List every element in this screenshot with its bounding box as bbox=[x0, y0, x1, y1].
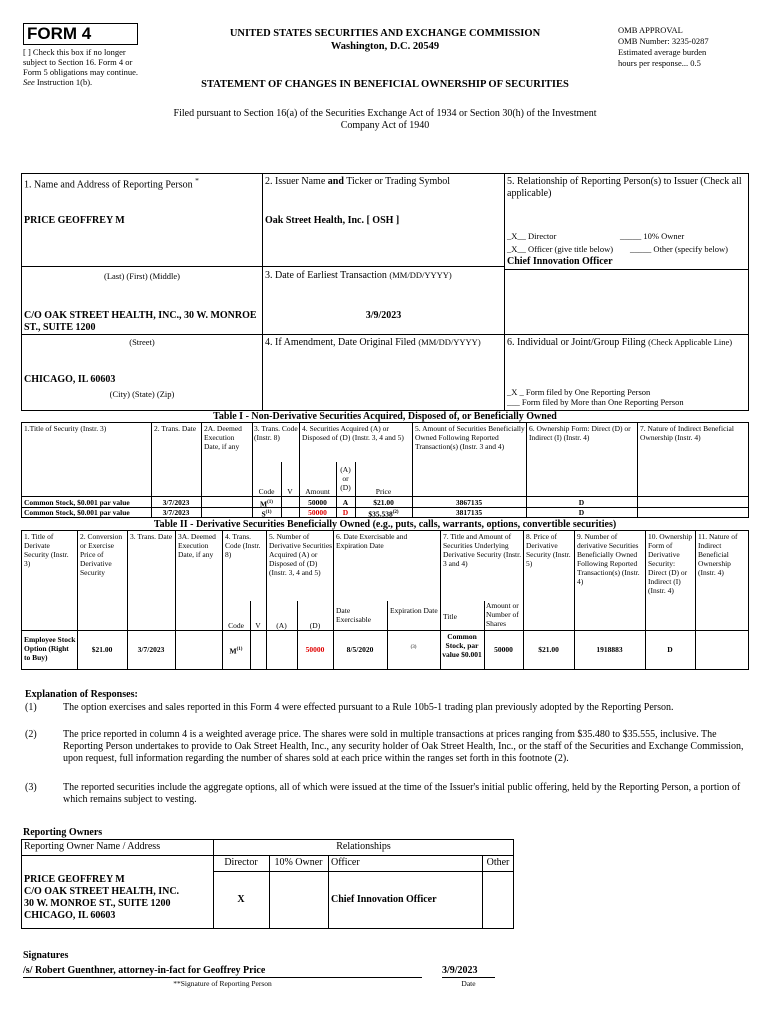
statement-title: STATEMENT OF CHANGES IN BENEFICIAL OWNERSHIP OF SECURITIES bbox=[201, 79, 569, 90]
explanation-title: Explanation of Responses: bbox=[25, 689, 138, 700]
other-check: _____ Other (specify below) bbox=[630, 244, 728, 254]
section6-label: 6. Individual or Joint/Group Filing (Check Applicable Line) bbox=[507, 337, 733, 348]
omb-box bbox=[618, 25, 763, 69]
t1-row1-amount: 50000 bbox=[308, 498, 327, 507]
t2-row-exercisable: 8/5/2020 bbox=[346, 645, 374, 654]
t1-h-sub-code: Code bbox=[258, 487, 275, 496]
t2-row-form: D bbox=[667, 645, 673, 654]
earliest-transaction-date: 3/9/2023 bbox=[365, 310, 402, 321]
t1-row2-price: $35.538$^{(2)}$ bbox=[368, 509, 399, 519]
owner-address-line: 30 W. MONROE ST., SUITE 1200 bbox=[24, 898, 171, 909]
t2-row-price: $21.00 bbox=[91, 645, 113, 654]
owners-col-ten: 10% Owner bbox=[274, 857, 323, 868]
city-label: (City) (State) (Zip) bbox=[109, 389, 175, 399]
t1-row1-code: $M^{(1)}$ bbox=[260, 499, 273, 509]
owner-name-line: PRICE GEOFFREY M bbox=[24, 874, 125, 885]
form-title: FORM 4 bbox=[23, 23, 138, 45]
t2-row-owned: 1918883 bbox=[596, 645, 623, 654]
section1-label: 1. Name and Address of Reporting Person * bbox=[24, 176, 199, 191]
reporting-grid bbox=[21, 173, 749, 411]
owner-address-line: CHICAGO, IL 60603 bbox=[24, 910, 116, 921]
t1-row1-ad: A bbox=[342, 498, 349, 507]
t2-h-title: 1. Title of Derivate Security (Instr. 3) bbox=[24, 532, 69, 568]
agency-name: UNITED STATES SECURITIES AND EXCHANGE COMMISSION bbox=[229, 28, 541, 39]
ten-pct-check: _____ 10% Owner bbox=[620, 231, 685, 241]
owners-col-director: Director bbox=[224, 857, 258, 868]
t2-h-date: 3. Trans. Date bbox=[130, 532, 173, 541]
t1-h-securities: 4. Securities Acquired (A) or Disposed of (D) (Instr. 3, 4 and 5) bbox=[302, 424, 404, 442]
t2-row-date: 3/7/2023 bbox=[137, 645, 165, 654]
t1-h-sub-amount: Amount bbox=[305, 487, 330, 496]
t2-row-expiration: (3) bbox=[410, 645, 417, 650]
signature-date: 3/9/2023 bbox=[442, 965, 478, 976]
omb-number: OMB Number: 3235-0287 bbox=[618, 36, 709, 46]
t1-h-deemed: 2A. Deemed Execution Date, if any bbox=[204, 424, 242, 451]
t2-row-code: $M^{(1)}$ bbox=[229, 646, 243, 656]
t1-row2-date: 3/7/2023 bbox=[162, 508, 190, 517]
t1-row2-amount: 50000 bbox=[308, 508, 327, 517]
signatures-title: Signatures bbox=[23, 950, 69, 961]
t1-row2-owned: 3817135 bbox=[455, 508, 483, 517]
t2-h-sub-title: Title bbox=[443, 612, 457, 621]
t1-row2-form: D bbox=[578, 508, 585, 517]
owners-col-officer: Officer bbox=[331, 857, 360, 868]
t1-row1-title: Common Stock, $0.001 par value bbox=[24, 498, 130, 507]
t2-h-sub-a: (A) bbox=[276, 621, 287, 630]
signer-line: /s/ Robert Guenthner, attorney-in-fact for Geoffrey Price bbox=[23, 965, 266, 976]
issuer-name: Oak Street Health, Inc. [ OSH ] bbox=[265, 215, 400, 226]
t2-h-sub-v: V bbox=[255, 621, 261, 630]
t1-h-date: 2. Trans. Date bbox=[154, 424, 197, 433]
t1-row1-price: $21.00 bbox=[373, 498, 394, 507]
explanation-num-1: (1) bbox=[25, 702, 37, 713]
explanation-text-3: The reported securities include the aggregate options, all of which were issued at the time of the Issuer's initial public offering, held by the Reporting Person, a portion of which remains subject to vesting. bbox=[63, 782, 741, 805]
checkbox-note: [ ] Check this box if no longer subject to Section 16. Form 4 or Form 5 obligations may continue. See Instruction 1(b). bbox=[23, 47, 138, 87]
signature-label: **Signature of Reporting Person bbox=[173, 979, 272, 988]
t2-h-number: 5. Number of Derivative Securities Acquired (A) or Disposed of (D) (Instr. 3, 4 and 5) bbox=[269, 532, 333, 577]
director-check: _X__ Director bbox=[507, 231, 557, 241]
section5-label: 5. Relationship of Reporting Person(s) to Issuer (Check all applicable) bbox=[507, 176, 742, 199]
street-address: C/O OAK STREET HEALTH, INC., 30 W. MONROE ST., SUITE 1200 bbox=[24, 310, 257, 333]
t2-h-owned: 9. Number of derivative Securities Beneficially Owned Following Reported Transaction(s) (Instr. 4) bbox=[577, 532, 640, 586]
omb-burden: Estimated average burden bbox=[618, 47, 707, 57]
t2-row-title: Employee Stock Option (Right to Buy) bbox=[24, 635, 76, 662]
t2-h-code: 4. Trans. Code (Instr. 8) bbox=[225, 532, 261, 559]
agency-city: Washington, D.C. 20549 bbox=[330, 41, 440, 52]
explanation-num-2: (2) bbox=[25, 729, 37, 740]
officer-title: Chief Innovation Officer bbox=[507, 256, 613, 267]
t2-h-underlying: 7. Title and Amount of Securities Underlying Derivative Security (Instr. 3 and 4) bbox=[443, 532, 522, 568]
section2-label: 2. Issuer Name and Ticker or Trading Symbol bbox=[265, 176, 451, 187]
t1-row2-title: Common Stock, $0.001 par value bbox=[24, 508, 130, 517]
officer-check: _X__ Officer (give title below) bbox=[507, 244, 614, 254]
reporting-person-name: PRICE GEOFFREY M bbox=[24, 215, 125, 226]
t2-h-deemed: 3A. Deemed Execution Date, if any bbox=[178, 532, 216, 559]
street-label: (Street) bbox=[129, 337, 155, 347]
explanation-text-1: The option exercises and sales reported in this Form 4 were effected pursuant to a Rule 10b5-1 trading plan previously adopted by the Reporting Person. bbox=[63, 702, 674, 713]
filing-option-one: _X _ Form filed by One Reporting Person bbox=[507, 387, 651, 397]
t1-h-sub-v: V bbox=[287, 487, 293, 496]
t2-h-ownership: 10. Ownership Form of Derivative Security: Direct (D) or Indirect (I) (Instr. 4) bbox=[648, 532, 693, 595]
t2-h-sub-expiration: Expiration Date bbox=[390, 606, 438, 615]
owner-officer-title: Chief Innovation Officer bbox=[331, 894, 437, 905]
t2-h-sub-d: (D) bbox=[309, 621, 321, 630]
explanation-text-2: The price reported in column 4 is a weighted average price. The shares were sold in multiple transactions at prices ranging from $35.480 to $35.555, inclusive. The Reporting Person undertakes to provide to Oak Street Health, Inc., any security holder of Oak Street Health, Inc., or the staff of the Securities and Exchange Commission, upon request, full information regarding the number of shares sold at each price within the ranges set forth in this footnote (2). bbox=[63, 729, 744, 764]
owner-name-block bbox=[24, 874, 212, 922]
t1-h-sub-price: Price bbox=[375, 487, 392, 496]
t2-h-nature: 11. Nature of Indirect Beneficial Ownership (Instr. 4) bbox=[698, 532, 738, 577]
signature-date-label: Date bbox=[461, 979, 476, 988]
t2-h-sub-exercisable: Date Exercisable bbox=[336, 606, 371, 624]
section3-label: 3. Date of Earliest Transaction (MM/DD/YYYY) bbox=[265, 270, 452, 281]
t1-h-ownership: 6. Ownership Form: Direct (D) or Indirect (I) (Instr. 4) bbox=[529, 424, 631, 442]
name-parts-label: (Last) (First) (Middle) bbox=[103, 271, 180, 281]
owner-director-mark: X bbox=[237, 894, 245, 905]
owners-col-relationships: Relationships bbox=[336, 841, 391, 852]
filing-option-group: ___ Form filed by More than One Reporting Person bbox=[507, 397, 684, 407]
t2-h-price: 8. Price of Derivative Security (Instr. 5) bbox=[526, 532, 571, 568]
section4-label: 4. If Amendment, Date Original Filed (MM/DD/YYYY) bbox=[265, 337, 481, 348]
t2-h-conversion: 2. Conversion or Exercise Price of Derivative Security bbox=[80, 532, 123, 577]
t1-h-sub-ad: (A) or (D) bbox=[340, 465, 351, 492]
t2-h-sub-amount: Amount or Number of Shares bbox=[486, 601, 519, 628]
t2-row-underlying-title: Common Stock, par value $0.001 bbox=[442, 632, 482, 659]
omb-hours: hours per response... 0.5 bbox=[618, 58, 701, 68]
t1-row1-date: 3/7/2023 bbox=[162, 498, 190, 507]
filed-pursuant: Filed pursuant to Section 16(a) of the Securities Exchange Act of 1934 or Section 30(h) of the Investment Company Act of 1940 bbox=[173, 108, 597, 131]
owners-col-other: Other bbox=[486, 857, 510, 868]
t1-row1-owned: 3867135 bbox=[455, 498, 483, 507]
t1-h-code: 3. Trans. Code (Instr. 8) bbox=[254, 424, 298, 442]
t1-row1-form: D bbox=[578, 498, 585, 507]
t1-h-nature: 7. Nature of Indirect Beneficial Ownership (Instr. 4) bbox=[640, 424, 734, 442]
owners-title: Reporting Owners bbox=[23, 827, 103, 838]
explanation-num-3: (3) bbox=[25, 782, 37, 793]
owner-address-line: C/O OAK STREET HEALTH, INC. bbox=[24, 886, 180, 897]
owners-col-name: Reporting Owner Name / Address bbox=[24, 841, 161, 852]
table1-title: Table I - Non-Derivative Securities Acquired, Disposed of, or Beneficially Owned bbox=[213, 411, 557, 422]
t2-row-deriv-price: $21.00 bbox=[538, 645, 559, 654]
t2-row-disposed: 50000 bbox=[305, 645, 325, 654]
t1-row2-ad: D bbox=[342, 508, 349, 517]
table2-title: Table II - Derivative Securities Beneficially Owned (e.g., puts, calls, warrants, options, convertible securities) bbox=[153, 519, 617, 530]
t1-h-amount-owned: 5. Amount of Securities Beneficially Owned Following Reported Transaction(s) (Instr. 3 and 4) bbox=[415, 424, 525, 451]
t1-h-title: 1.Title of Security (Instr. 3) bbox=[24, 424, 107, 433]
t2-row-underlying-amount: 50000 bbox=[494, 645, 513, 654]
t2-h-sub-code: Code bbox=[228, 621, 244, 630]
omb-approval: OMB APPROVAL bbox=[618, 25, 683, 35]
t1-row2-code: $S^{(1)}$ bbox=[261, 509, 272, 519]
t2-h-exercisable: 6. Date Exercisable and Expiration Date bbox=[336, 532, 408, 550]
city-address: CHICAGO, IL 60603 bbox=[24, 374, 116, 385]
